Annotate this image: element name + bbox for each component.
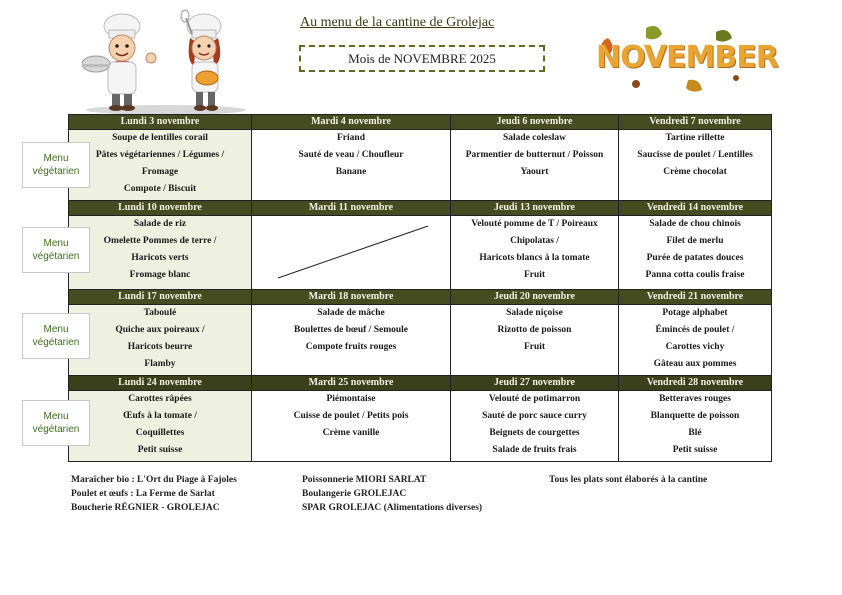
dish-item: Saucisse de poulet / Lentilles [637,150,753,160]
dish-item: Salade de fruits frais [492,445,577,455]
dish-item: Petit suisse [672,445,718,455]
day-menu-cell [69,391,252,462]
day-menu-cell [451,391,619,462]
footer-line: Tous les plats sont élaborés à la cantine [549,475,708,485]
day-menu-cell [619,216,772,290]
chef-right-icon [181,10,221,111]
dish-item: Parmentier de butternut / Poisson [465,150,604,160]
footer-suppliers-2 [302,473,482,515]
chef-left-icon [82,14,156,111]
day-menu-cell [252,130,451,201]
footer-line: Poulet et œufs : La Ferme de Sarlat [71,489,215,499]
leaf-icon [646,26,662,39]
day-header: Lundi 3 novembre [69,115,252,130]
footer-line: Maraîcher bio : L'Ort du Piage à Fajoles [71,475,237,485]
dish-item: Potage alphabet [662,308,728,318]
dish-item: Banane [335,167,367,177]
day-menu-cell [252,216,451,290]
day-header: Jeudi 6 novembre [451,115,619,130]
dish-item: Petit suisse [137,445,183,455]
footer-note [549,473,707,487]
dish-item: Carottes vichy [665,342,725,352]
dish-item: Rizotto de poisson [497,325,572,335]
menu-table [68,114,772,462]
dish-item: Salade de riz [133,219,187,229]
dish-item: Panna cotta coulis fraise [645,270,745,280]
dish-item: Salade coleslaw [502,133,567,143]
day-menu-cell [69,130,252,201]
day-header: Lundi 10 novembre [69,201,252,216]
day-header: Jeudi 20 novembre [451,290,619,305]
dish-item: Boulettes de bœuf / Semoule [294,325,408,335]
dish-item: Piémontaise [326,394,376,404]
dish-item: Carottes râpées [128,394,192,404]
dish-item: Haricots blancs à la tomate [479,253,590,263]
dish-item: Cuisse de poulet / Petits pois [293,411,409,421]
vegetarian-label-week-2: Menu végétarien [22,227,90,273]
dish-item: Coquillettes [135,428,185,438]
vegetarian-label-week-1: Menu végétarien [22,142,90,188]
dish-item: Chipolatas / [510,236,559,246]
no-service-strike [252,216,450,286]
dish-item: Filet de merlu [666,236,724,246]
week-header-row [69,376,772,391]
november-logo: NOVEMBER [596,22,746,100]
day-header: Vendredi 28 novembre [619,376,772,391]
day-menu-cell [69,305,252,376]
day-header: Mardi 18 novembre [252,290,451,305]
dish-item: Salade de mâche [317,308,385,318]
day-header: Lundi 17 novembre [69,290,252,305]
vegetarian-label-week-4: Menu végétarien [22,400,90,446]
day-header: Vendredi 7 novembre [619,115,772,130]
footer-line: Boulangerie GROLEJAC [302,489,407,499]
week-dishes-row [69,216,772,290]
day-header: Mardi 4 novembre [252,115,451,130]
dish-item: Velouté pomme de T / Poireaux [471,219,598,229]
vegetarian-label-week-3: Menu végétarien [22,313,90,359]
dish-item: Yaourt [520,167,549,177]
dish-item: Sauté de porc sauce curry [482,411,587,421]
page-title: Au menu de la cantine de Grolejac [300,15,495,30]
day-header: Mardi 25 novembre [252,376,451,391]
dish-item: Pâtes végétariennes / Légumes / [95,150,225,160]
footer-suppliers-1 [71,473,237,515]
dish-item: Haricots verts [131,253,189,263]
dish-item: Omelette Pommes de terre / [103,236,217,246]
dish-item: Tartine rillette [665,133,725,143]
day-header: Vendredi 14 novembre [619,201,772,216]
day-menu-cell [619,305,772,376]
dish-item: Beignets de courgettes [489,428,580,438]
day-header: Lundi 24 novembre [69,376,252,391]
dish-item: Fromage [141,167,179,177]
week-header-row [69,201,772,216]
footer-line: Poissonnerie MIORI SARLAT [302,475,427,485]
week-header-row [69,290,772,305]
day-menu-cell [252,305,451,376]
dish-item: Gâteau aux pommes [653,359,737,369]
dish-item: Betteraves rouges [659,394,731,404]
day-menu-cell [619,391,772,462]
dish-item: Friand [337,133,365,143]
dish-item: Blé [688,428,702,438]
dish-item: Flamby [144,359,176,369]
dish-item: Purée de patates douces [646,253,744,263]
week-header-row [69,115,772,130]
day-header: Vendredi 21 novembre [619,290,772,305]
dish-item: Fromage blanc [129,270,191,280]
day-menu-cell [451,305,619,376]
dish-item: Crème vanille [322,428,380,438]
day-menu-cell [619,130,772,201]
dish-item: Crème chocolat [663,167,727,177]
day-menu-cell [69,216,252,290]
dish-item: Taboulé [143,308,177,318]
dish-item: Soupe de lentilles corail [112,133,208,143]
day-header: Jeudi 13 novembre [451,201,619,216]
dish-item: Sauté de veau / Choufleur [298,150,404,160]
day-header: Jeudi 27 novembre [451,376,619,391]
day-menu-cell [451,130,619,201]
chefs-illustration [82,6,250,116]
week-dishes-row [69,391,772,462]
dish-item: Blanquette de poisson [650,411,740,421]
dish-item: Émincés de poulet / [655,325,735,335]
dish-item: Fruit [523,342,546,352]
dish-item: Œufs à la tomate / [123,411,197,421]
day-menu-cell [451,216,619,290]
dish-item: Quiche aux poireaux / [115,325,205,335]
week-dishes-row [69,130,772,201]
footer-line: Boucherie RÉGNIER - GROLEJAC [71,503,220,513]
dish-item: Salade niçoise [506,308,563,318]
dish-item: Compote fruits rouges [305,342,397,352]
dish-item: Velouté de potimarron [488,394,581,404]
dish-item: Fruit [523,270,546,280]
week-dishes-row [69,305,772,376]
dish-item: Haricots beurre [127,342,193,352]
day-menu-cell [252,391,451,462]
footer-line: SPAR GROLEJAC (Alimentations diverses) [302,503,483,513]
month-box: Mois de NOVEMBRE 2025 [299,45,545,72]
dish-item: Compote / Biscuit [123,184,197,194]
leaf-icon [686,80,702,92]
dish-item: Salade de chou chinois [649,219,741,229]
day-header: Mardi 11 novembre [252,201,451,216]
